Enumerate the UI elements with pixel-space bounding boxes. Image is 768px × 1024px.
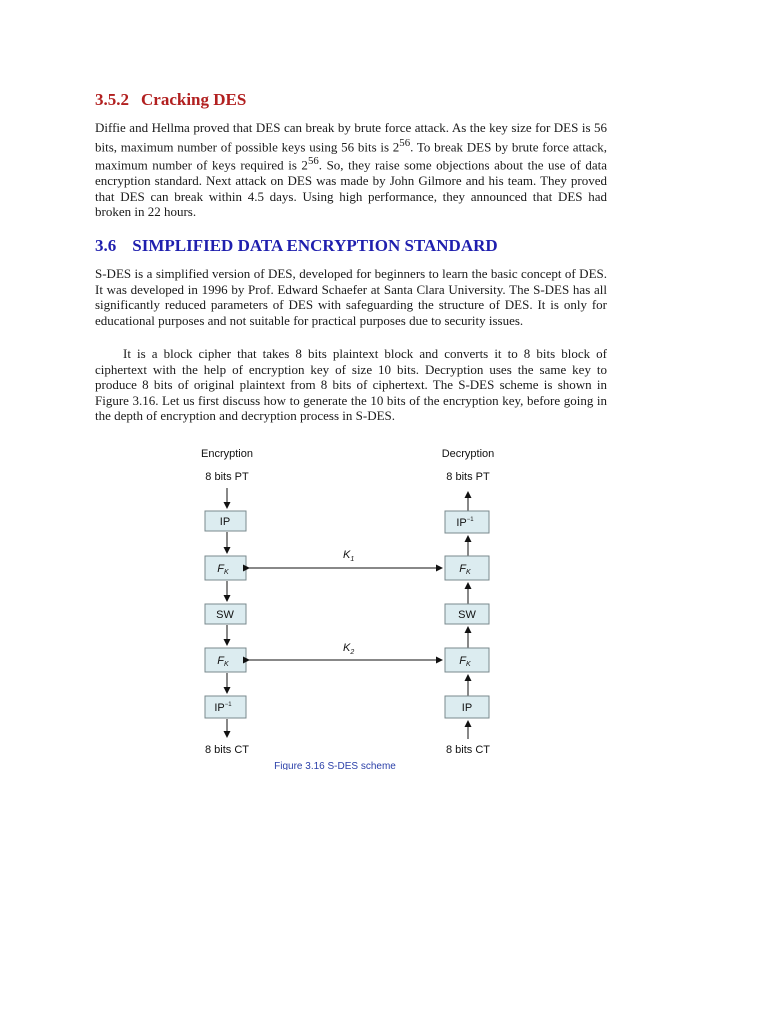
decryption-input-label: 8 bits CT xyxy=(445,744,491,756)
sdes-intro-paragraph: S-DES is a simplified version of DES, developed for beginners to learn the basic concept of DES. It was developed in 1996 by Prof. Edward Schaefer at Santa Clara University. The S-DES has all significantly reduced parameters of DES with safeguarding the structure of DES. It is only for educational purposes and not suitable for practical purposes due to security issues. xyxy=(95,266,607,328)
enc-ip-inverse-label: $IP^{-1}$ xyxy=(214,702,232,714)
k1-label: $K_1$ xyxy=(343,549,355,563)
enc-fk-box-2 xyxy=(205,648,246,672)
section-number: 3.6 xyxy=(95,236,117,255)
cracking-des-paragraph: Diffie and Hellma proved that DES can break by brute force attack. As the key size for DES is 56 bits, maximum number of possible keys using 56 bits is $2^{56}$. To break DES by brute force attack, maximum number of keys required is $2^{56}$. So, they raise some objections about the use of data encryption standard. Next attack on DES was made by John Gilmore and his team. They proved that DES can break within 4.5 days. Using high performance, they announced that DES had broken in 22 hours. xyxy=(95,120,607,220)
section-heading-3-5-2 xyxy=(95,90,246,110)
enc-fk-box-1 xyxy=(205,556,246,580)
dec-fk-label-1: FK xyxy=(459,563,471,576)
enc-sw-label: SW xyxy=(216,609,234,621)
dec-ip-inverse-label: $IP^{-1}$ xyxy=(456,517,474,529)
dec-fk-box-2 xyxy=(445,648,489,672)
exponent: 56 xyxy=(307,155,319,168)
encryption-input-label: 8 bits PT xyxy=(205,471,249,483)
enc-fk-label-1: FK xyxy=(217,563,229,576)
dec-fk-box-1 xyxy=(445,556,489,580)
encryption-title: Encryption xyxy=(201,448,253,460)
encryption-output-label: 8 bits CT xyxy=(204,744,250,756)
dec-ip-label: IP xyxy=(461,702,473,714)
sdes-block-cipher-paragraph: It is a block cipher that takes 8 bits plaintext block and converts it to 8 bits block of ciphertext with the help of encryption key of size 10 bits. Decryption uses the same key to produce 8 bits of original plaintext from 8 bits of ciphertext. The S-DES scheme is shown in Figure 3.16. Let us first discuss how to generate the 10 bits of the encryption key, before going in the depth of encryption and decryption process in S-DES. xyxy=(95,346,607,423)
sdes-scheme-diagram xyxy=(175,440,535,770)
dec-sw-label: SW xyxy=(458,609,476,621)
section-heading-3-6 xyxy=(95,236,498,256)
dec-fk-label-2: FK xyxy=(459,655,471,668)
enc-ip-label: IP xyxy=(219,516,231,528)
exponent: 56 xyxy=(399,136,411,149)
decryption-title: Decryption xyxy=(441,448,495,460)
enc-fk-label-2: FK xyxy=(217,655,229,668)
figure-caption: Figure 3.16 S-DES scheme xyxy=(274,761,396,770)
section-title: Cracking DES xyxy=(141,90,247,109)
decryption-output-label: 8 bits PT xyxy=(446,471,490,483)
section-number: 3.5.2 xyxy=(95,90,129,109)
k2-label: $K_2$ xyxy=(343,642,355,656)
section-title: SIMPLIFIED DATA ENCRYPTION STANDARD xyxy=(132,236,498,255)
